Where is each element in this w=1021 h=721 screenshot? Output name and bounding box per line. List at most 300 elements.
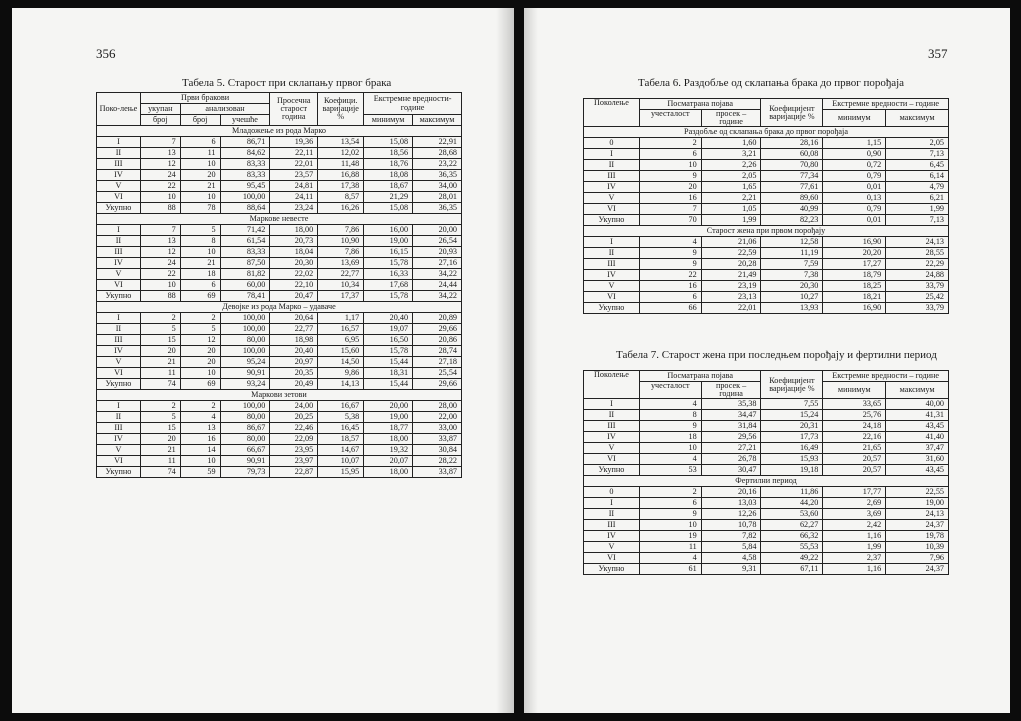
table-cell: 100,00 (220, 401, 270, 412)
table-cell: 88 (140, 203, 180, 214)
table-cell: 9 (639, 171, 701, 182)
table-cell: 80,00 (220, 335, 270, 346)
table-cell: 49,22 (761, 553, 823, 564)
row-label: Укупно (97, 291, 141, 302)
table-cell: 90,91 (220, 368, 270, 379)
table-cell: 15,08 (364, 137, 413, 148)
row-label: I (97, 401, 141, 412)
table-cell: 0,01 (823, 182, 886, 193)
table-cell: 28,16 (761, 138, 823, 149)
col-observed: Посматрана појава (639, 371, 761, 382)
table-cell: 20,16 (701, 487, 761, 498)
table-row (97, 412, 462, 423)
table-cell: 16,90 (823, 303, 886, 314)
table-cell: 12,26 (701, 509, 761, 520)
table-cell: 20,57 (823, 454, 886, 465)
table-row (584, 281, 949, 292)
table-7-body (584, 399, 949, 575)
table-cell: 4 (639, 399, 701, 410)
table-row (97, 445, 462, 456)
table-cell: 24,18 (823, 421, 886, 432)
table-cell: 18,21 (823, 292, 886, 303)
table-cell: 15 (140, 423, 180, 434)
table-cell: 31,60 (886, 454, 949, 465)
table-cell: 23,19 (701, 281, 761, 292)
table-row (584, 520, 949, 531)
table-cell: 16,15 (364, 247, 413, 258)
table-cell: 83,33 (220, 170, 270, 181)
table-cell: 70 (639, 215, 701, 226)
row-label: VI (97, 456, 141, 467)
table-cell: 16,57 (318, 324, 364, 335)
table-cell: 33,87 (413, 434, 462, 445)
table-cell: 24,00 (270, 401, 318, 412)
row-label: 0 (584, 487, 640, 498)
table-row (584, 509, 949, 520)
table-row (584, 292, 949, 303)
table-cell: 15,78 (364, 291, 413, 302)
table-cell: 11 (639, 542, 701, 553)
table-row (97, 181, 462, 192)
table-cell: 3,69 (823, 509, 886, 520)
table-cell: 14 (180, 445, 220, 456)
table-row (97, 203, 462, 214)
table-cell: 13,54 (318, 137, 364, 148)
table-cell: 18,04 (270, 247, 318, 258)
row-label: VI (97, 280, 141, 291)
table-cell: 55,53 (761, 542, 823, 553)
table-cell: 18,00 (270, 225, 318, 236)
row-label: IV (97, 258, 141, 269)
table-cell: 3,21 (701, 149, 761, 160)
table-cell: 80,00 (220, 412, 270, 423)
table-cell: 22,59 (701, 248, 761, 259)
table-cell: 41,31 (886, 410, 949, 421)
table-cell: 23,95 (270, 445, 318, 456)
col-min: минимум (823, 110, 886, 127)
table-cell: 5,38 (318, 412, 364, 423)
table-cell: 20,86 (413, 335, 462, 346)
col-share: учешће (220, 115, 270, 126)
table-cell: 21 (180, 258, 220, 269)
table-cell: 4 (639, 454, 701, 465)
table-cell: 77,61 (761, 182, 823, 193)
table-7-title: Табела 7. Старост жена при последњем порођају и фертилни период (616, 349, 937, 361)
col-extremes: Екстремне вредности – године (823, 99, 949, 110)
table-cell: 6,21 (886, 193, 949, 204)
col-frequency: учесталост (639, 110, 701, 127)
table-cell: 5,84 (701, 542, 761, 553)
table-cell: 7 (140, 137, 180, 148)
section-row (97, 214, 462, 225)
row-label: III (97, 335, 141, 346)
table-cell: 8 (639, 410, 701, 421)
table-cell: 10 (180, 159, 220, 170)
table-cell: 30,84 (413, 445, 462, 456)
table-row (584, 487, 949, 498)
table-cell: 26,78 (701, 454, 761, 465)
section-label: Девојке из рода Марко – удаваче (97, 302, 462, 313)
table-row (584, 182, 949, 193)
table-row (97, 313, 462, 324)
table-cell: 18,79 (823, 270, 886, 281)
table-cell: 24,37 (886, 564, 949, 575)
row-label: V (584, 443, 640, 454)
table-cell: 20 (140, 434, 180, 445)
row-label: II (584, 410, 640, 421)
table-cell: 61 (639, 564, 701, 575)
table-cell: 9,86 (318, 368, 364, 379)
table-cell: 1,60 (701, 138, 761, 149)
row-label: III (584, 171, 640, 182)
table-cell: 2 (140, 313, 180, 324)
col-first-marriages: Први бракови (140, 93, 269, 104)
table-cell: 9 (639, 259, 701, 270)
table-cell: 4 (639, 237, 701, 248)
table-cell: 18,57 (318, 434, 364, 445)
left-page (12, 8, 514, 713)
table-cell: 17,68 (364, 280, 413, 291)
table-cell: 22 (639, 270, 701, 281)
table-cell: 15,24 (761, 410, 823, 421)
table-cell: 20,31 (761, 421, 823, 432)
table-cell: 12,02 (318, 148, 364, 159)
row-label: III (97, 247, 141, 258)
table-cell: 16,90 (823, 237, 886, 248)
table-cell: 16,49 (761, 443, 823, 454)
table-cell: 28,68 (413, 148, 462, 159)
row-label: III (584, 421, 640, 432)
col-max: максимум (413, 115, 462, 126)
table-cell: 19,36 (270, 137, 318, 148)
col-min: минимум (364, 115, 413, 126)
table-cell: 100,00 (220, 324, 270, 335)
row-label: II (584, 160, 640, 171)
table-cell: 28,00 (413, 401, 462, 412)
row-label: II (97, 412, 141, 423)
table-cell: 6 (180, 137, 220, 148)
table-cell: 27,18 (413, 357, 462, 368)
table-cell: 12,58 (761, 237, 823, 248)
table-row (584, 443, 949, 454)
table-cell: 70,80 (761, 160, 823, 171)
table-cell: 20,35 (270, 368, 318, 379)
table-cell: 20 (639, 182, 701, 193)
table-cell: 15,93 (761, 454, 823, 465)
table-row (584, 498, 949, 509)
table-cell: 66,67 (220, 445, 270, 456)
table-cell: 11,86 (761, 487, 823, 498)
table-cell: 33,87 (413, 467, 462, 478)
table-cell: 27,21 (701, 443, 761, 454)
row-label: V (584, 281, 640, 292)
table-cell: 13 (140, 148, 180, 159)
row-label: V (97, 181, 141, 192)
table-cell: 13,93 (761, 303, 823, 314)
row-label: Укупно (584, 303, 640, 314)
table-cell: 20,28 (701, 259, 761, 270)
table-cell: 21 (140, 445, 180, 456)
table-cell: 34,00 (413, 181, 462, 192)
table-cell: 16,33 (364, 269, 413, 280)
section-label: Раздобље од склапања брака до првог порођаја (584, 127, 949, 138)
table-cell: 22,02 (270, 269, 318, 280)
table-cell: 80,00 (220, 434, 270, 445)
table-cell: 36,35 (413, 170, 462, 181)
table-cell: 19,00 (364, 236, 413, 247)
table-row (584, 465, 949, 476)
table-6-body (584, 127, 949, 314)
table-cell: 69 (180, 291, 220, 302)
table-cell: 90,91 (220, 456, 270, 467)
table-cell: 6 (639, 498, 701, 509)
table-cell: 53 (639, 465, 701, 476)
table-cell: 22,77 (270, 324, 318, 335)
table-cell: 10,27 (761, 292, 823, 303)
col-generation: Поколење (584, 99, 640, 127)
row-label: III (97, 159, 141, 170)
table-cell: 74 (140, 467, 180, 478)
table-cell: 69 (180, 379, 220, 390)
table-cell: 10 (180, 368, 220, 379)
table-cell: 25,54 (413, 368, 462, 379)
section-row (97, 390, 462, 401)
table-cell: 0,79 (823, 204, 886, 215)
table-cell: 18,00 (364, 467, 413, 478)
table-cell: 29,56 (701, 432, 761, 443)
row-label: II (97, 324, 141, 335)
table-row (584, 215, 949, 226)
table-row (584, 193, 949, 204)
table-cell: 100,00 (220, 192, 270, 203)
table-cell: 19,18 (761, 465, 823, 476)
table-cell: 1,16 (823, 531, 886, 542)
table-cell: 7,86 (318, 247, 364, 258)
table-cell: 23,57 (270, 170, 318, 181)
col-cv: Коефици. варијације % (318, 93, 364, 126)
table-cell: 11,19 (761, 248, 823, 259)
table-cell: 18,67 (364, 181, 413, 192)
row-label: II (97, 236, 141, 247)
section-label: Старост жена при првом порођају (584, 226, 949, 237)
table-cell: 20,64 (270, 313, 318, 324)
table-row (97, 368, 462, 379)
table-cell: 11,48 (318, 159, 364, 170)
table-cell: 19,00 (886, 498, 949, 509)
table-row (97, 467, 462, 478)
table-cell: 1,05 (701, 204, 761, 215)
table-cell: 37,47 (886, 443, 949, 454)
right-page (524, 8, 1010, 713)
table-row (584, 237, 949, 248)
table-cell: 1,99 (701, 215, 761, 226)
table-cell: 77,34 (761, 171, 823, 182)
table-cell: 19,78 (886, 531, 949, 542)
table-cell: 20,97 (270, 357, 318, 368)
table-cell: 23,24 (270, 203, 318, 214)
table-cell: 7 (140, 225, 180, 236)
table-cell: 29,66 (413, 379, 462, 390)
table-row (97, 401, 462, 412)
table-cell: 16 (639, 281, 701, 292)
table-cell: 20 (140, 346, 180, 357)
table-cell: 6 (639, 292, 701, 303)
table-cell: 83,33 (220, 247, 270, 258)
table-cell: 0,72 (823, 160, 886, 171)
table-cell: 87,50 (220, 258, 270, 269)
table-cell: 100,00 (220, 313, 270, 324)
table-7 (583, 370, 949, 575)
table-cell: 59 (180, 467, 220, 478)
section-label: Младожење из рода Марко (97, 126, 462, 137)
col-cv: Коефицијент варијације % (761, 99, 823, 127)
table-cell: 10,90 (318, 236, 364, 247)
col-cv: Коефицијент варијације % (761, 371, 823, 399)
table-cell: 13 (180, 423, 220, 434)
table-cell: 100,00 (220, 346, 270, 357)
table-cell: 41,40 (886, 432, 949, 443)
section-label: Маркови зетови (97, 390, 462, 401)
table-row (97, 225, 462, 236)
table-cell: 15,44 (364, 357, 413, 368)
table-cell: 13,69 (318, 258, 364, 269)
table-cell: 7,82 (701, 531, 761, 542)
table-cell: 20,00 (413, 225, 462, 236)
table-cell: 2,05 (886, 138, 949, 149)
table-cell: 74 (140, 379, 180, 390)
table-cell: 19,32 (364, 445, 413, 456)
table-cell: 18,00 (364, 434, 413, 445)
table-cell: 17,27 (823, 259, 886, 270)
table-cell: 2,26 (701, 160, 761, 171)
table-cell: 24,81 (270, 181, 318, 192)
table-cell: 7,55 (761, 399, 823, 410)
table-cell: 16,45 (318, 423, 364, 434)
table-cell: 13,03 (701, 498, 761, 509)
table-cell: 1,99 (886, 204, 949, 215)
table-cell: 67,11 (761, 564, 823, 575)
table-cell: 15,08 (364, 203, 413, 214)
table-cell: 17,37 (318, 291, 364, 302)
table-cell: 12 (140, 247, 180, 258)
table-cell: 20 (180, 346, 220, 357)
table-cell: 18 (639, 432, 701, 443)
table-cell: 22,16 (823, 432, 886, 443)
table-row (97, 434, 462, 445)
row-label: VI (584, 292, 640, 303)
table-cell: 2,42 (823, 520, 886, 531)
table-cell: 21,06 (701, 237, 761, 248)
table-row (584, 248, 949, 259)
table-cell: 22,55 (886, 487, 949, 498)
table-cell: 15,78 (364, 258, 413, 269)
table-cell: 5 (140, 324, 180, 335)
table-cell: 15,44 (364, 379, 413, 390)
col-avg-age: Просечна старост година (270, 93, 318, 126)
table-row (584, 204, 949, 215)
table-cell: 29,66 (413, 324, 462, 335)
row-label: IV (584, 182, 640, 193)
table-cell: 10,78 (701, 520, 761, 531)
row-label: IV (584, 270, 640, 281)
row-label: V (584, 542, 640, 553)
table-cell: 10 (140, 280, 180, 291)
table-cell: 20,40 (364, 313, 413, 324)
row-label: Укупно (584, 465, 640, 476)
table-row (584, 149, 949, 160)
table-cell: 1,16 (823, 564, 886, 575)
table-row (97, 148, 462, 159)
table-cell: 21,49 (701, 270, 761, 281)
table-cell: 20,40 (270, 346, 318, 357)
table-row (97, 170, 462, 181)
table-cell: 7,13 (886, 215, 949, 226)
table-cell: 23,97 (270, 456, 318, 467)
table-cell: 21 (140, 357, 180, 368)
col-generation: Поко-лење (97, 93, 141, 126)
table-row (97, 192, 462, 203)
table-cell: 9,31 (701, 564, 761, 575)
table-row (97, 137, 462, 148)
table-cell: 14,67 (318, 445, 364, 456)
table-cell: 9 (639, 248, 701, 259)
page-number: 356 (96, 46, 116, 61)
table-cell: 22,01 (701, 303, 761, 314)
table-cell: 7,38 (761, 270, 823, 281)
table-cell: 10 (639, 160, 701, 171)
table-cell: 9 (639, 509, 701, 520)
table-cell: 10,07 (318, 456, 364, 467)
table-cell: 24,44 (413, 280, 462, 291)
table-cell: 7,86 (318, 225, 364, 236)
row-label: V (584, 193, 640, 204)
table-cell: 22,91 (413, 137, 462, 148)
table-cell: 11 (140, 368, 180, 379)
table-row (97, 269, 462, 280)
table-row (584, 160, 949, 171)
table-cell: 2,05 (701, 171, 761, 182)
col-observed: Посматрана појава (639, 99, 761, 110)
table-row (97, 247, 462, 258)
table-cell: 22,09 (270, 434, 318, 445)
row-label: Укупно (97, 467, 141, 478)
table-row (584, 454, 949, 465)
table-row (584, 270, 949, 281)
table-cell: 18,98 (270, 335, 318, 346)
table-cell: 31,84 (701, 421, 761, 432)
table-cell: 16,00 (364, 225, 413, 236)
row-label: IV (97, 170, 141, 181)
row-label: Укупно (584, 215, 640, 226)
table-cell: 10 (180, 192, 220, 203)
col-avg: просек – године (701, 110, 761, 127)
table-row (584, 564, 949, 575)
row-label: III (584, 520, 640, 531)
table-cell: 16,67 (318, 401, 364, 412)
table-row (584, 259, 949, 270)
table-cell: 20,30 (761, 281, 823, 292)
table-cell: 84,62 (220, 148, 270, 159)
table-row (97, 291, 462, 302)
table-cell: 13 (140, 236, 180, 247)
section-row (97, 302, 462, 313)
row-label: Укупно (97, 379, 141, 390)
table-cell: 24,13 (886, 509, 949, 520)
table-cell: 2 (180, 313, 220, 324)
table-cell: 2 (180, 401, 220, 412)
table-cell: 61,54 (220, 236, 270, 247)
table-cell: 22,77 (318, 269, 364, 280)
